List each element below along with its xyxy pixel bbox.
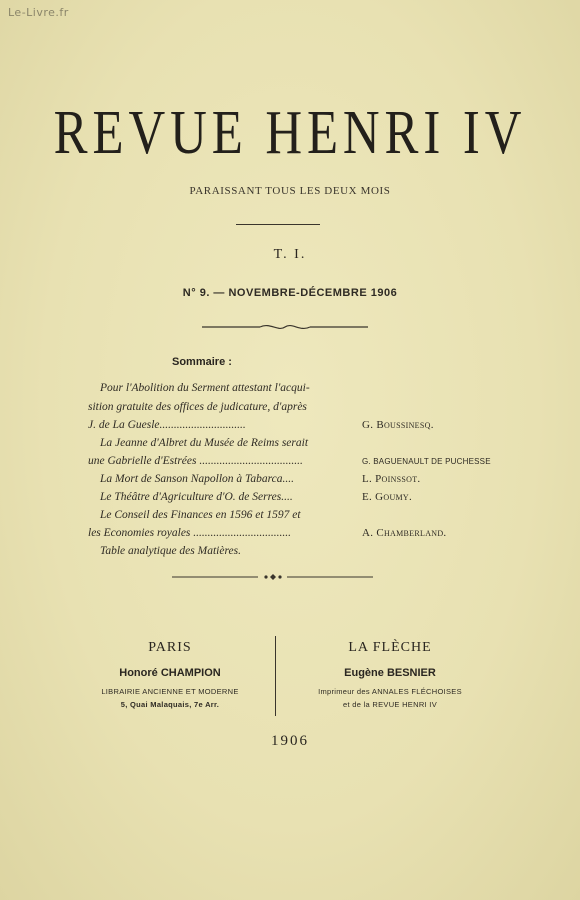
toc-line: Le Théâtre d'Agriculture d'O. de Serres.... — [100, 491, 293, 503]
issue-line: N° 9. — NOVEMBRE-DÉCEMBRE 1906 — [182, 287, 398, 299]
ornament-divider-bottom — [170, 571, 375, 583]
toc-line: une Gabrielle d'Estrées .................................... — [88, 455, 303, 467]
left-publisher-name: Honoré CHAMPION — [119, 667, 221, 679]
right-publisher-line1: Imprimeur des ANNALES FLÉCHOISES — [318, 687, 462, 696]
ornament-divider-top — [200, 320, 370, 334]
publisher-divider — [275, 636, 276, 716]
toc-line: La Mort de Sanson Napollon à Tabarca.... — [100, 473, 295, 485]
watermark: Le-Livre.fr — [8, 6, 69, 19]
left-city: PARIS — [148, 640, 192, 655]
toc-author: E. Goumy. — [362, 491, 413, 503]
toc-author: G. Boussinesq. — [362, 419, 434, 431]
toc-line: Le Conseil des Finances en 1596 et 1597 et — [100, 509, 301, 521]
toc-line: Pour l'Abolition du Serment attestant l'acqui- — [100, 382, 310, 394]
publication-year: 1906 — [271, 733, 309, 749]
left-publisher-line1: LIBRAIRIE ANCIENNE ET MODERNE — [101, 687, 239, 696]
toc-line: J. de La Guesle.............................. — [88, 419, 246, 431]
toc-line: Table analytique des Matières. — [100, 545, 241, 557]
toc-author: A. Chamberland. — [362, 527, 447, 539]
toc-line: les Economies royales .................................. — [88, 527, 292, 539]
right-publisher-name: Eugène BESNIER — [344, 667, 436, 679]
right-city: LA FLÈCHE — [348, 640, 432, 655]
title-divider — [236, 224, 320, 225]
journal-title: REVUE HENRI IV — [53, 99, 527, 167]
left-publisher-address: 5, Quai Malaquais, 7e Arr. — [120, 700, 220, 709]
toc-line: sition gratuite des offices de judicature, d'après — [88, 401, 307, 413]
toc-line: La Jeanne d'Albret du Musée de Reims serait — [100, 437, 309, 449]
toc-author: G. BAGUENAULT DE PUCHESSE — [362, 457, 491, 466]
right-publisher-line2: et de la REVUE HENRI IV — [342, 700, 437, 709]
tome-label: T. I. — [273, 247, 307, 262]
sommaire-heading: Sommaire : — [172, 356, 232, 368]
journal-subtitle: PARAISSANT TOUS LES DEUX MOIS — [189, 185, 391, 197]
toc-author: L. Poinssot. — [362, 473, 421, 485]
